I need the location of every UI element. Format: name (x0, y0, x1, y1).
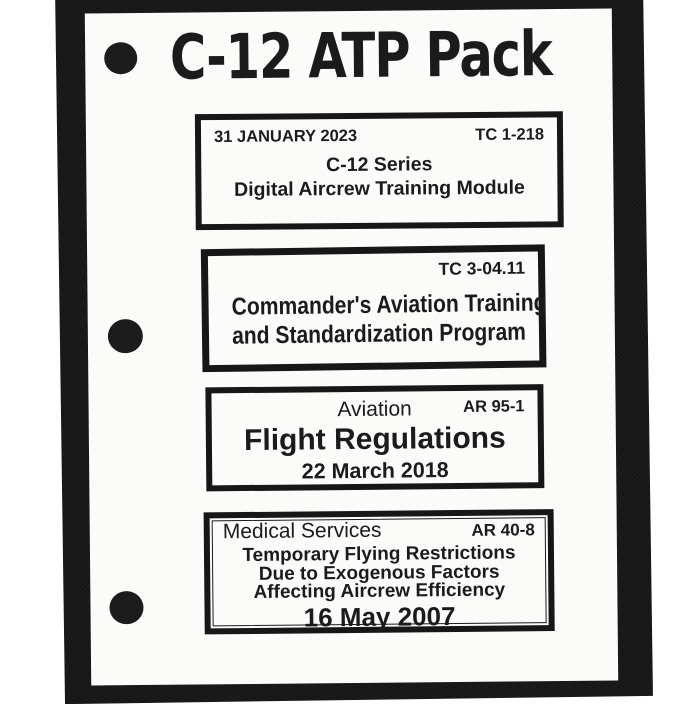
doc-title-line: Digital Aircrew Training Module (233, 176, 525, 201)
doc-box-tc-1-218 (195, 111, 564, 230)
doc-title: Flight Regulations (243, 421, 506, 458)
doc-title-lines (201, 152, 557, 202)
doc-title-lines (208, 289, 547, 351)
hole-punch-icon (108, 319, 143, 353)
doc-box-tc-3-04-11 (201, 244, 547, 372)
doc-number: AR 40-8 (471, 520, 535, 540)
doc-box-header (210, 515, 548, 544)
document-page (85, 8, 618, 685)
doc-title-line: C-12 Series (326, 153, 433, 176)
doc-box-ar-95-1 (205, 384, 544, 491)
page-title: C-12 ATP Pack (169, 17, 552, 94)
doc-date: 22 March 2018 (301, 457, 449, 484)
doc-box-header (208, 251, 538, 283)
doc-title-line: Temporary Flying Restrictions (242, 542, 516, 567)
hole-punch-icon (104, 42, 137, 74)
doc-date: 16 May 2007 (303, 601, 456, 633)
doc-title-line: Due to Exogenous Factors (258, 561, 500, 585)
doc-title-line: Commander's Aviation Training (231, 289, 547, 321)
doc-box-header (201, 117, 557, 148)
doc-box-header (211, 390, 537, 422)
doc-title-line: and Standardization Program (231, 318, 527, 350)
doc-box-ar-40-8 (204, 509, 555, 634)
doc-category: Aviation (337, 397, 412, 422)
doc-number: TC 1-218 (475, 125, 545, 144)
doc-title-line: Affecting Aircrew Efficiency (253, 579, 506, 603)
doc-number: TC 3-04.11 (438, 257, 526, 279)
doc-category: Medical Services (222, 518, 382, 544)
doc-number: AR 95-1 (463, 397, 525, 416)
doc-title-lines (210, 542, 549, 603)
doc-date: 31 JANUARY 2023 (213, 126, 358, 147)
hole-punch-icon (109, 591, 143, 624)
